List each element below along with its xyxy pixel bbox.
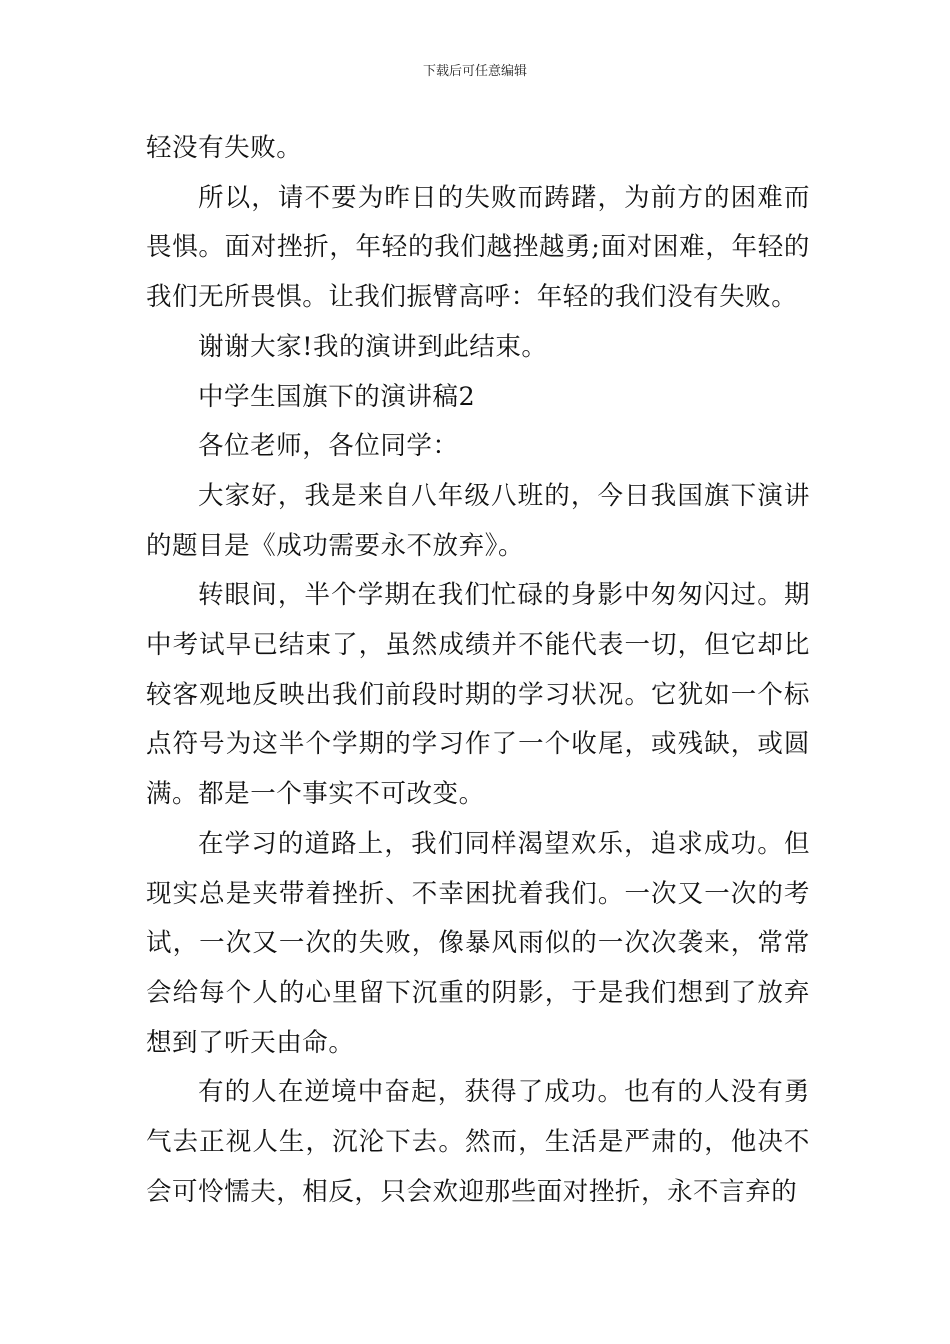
paragraph-thanks: 谢谢大家!我的演讲到此结束。 [198, 331, 548, 362]
paragraph-salutation: 各位老师，各位同学： [198, 431, 459, 462]
speech-title: 中学生国旗下的演讲稿2 [198, 381, 476, 412]
paragraph-continuation: 轻没有失败。 [146, 133, 303, 163]
paragraph-greeting: 大家好，我是来自八年级八班的，今日我国旗下演讲的题目是《成功需要永不放弃》。 [146, 480, 810, 561]
paragraph-adversity: 有的人在逆境中奋起，获得了成功。也有的人没有勇气去正视人生，沉沦下去。然而，生活是严肃的，他决不会可怜懦夫，相反，只会欢迎那些面对挫折，永不言弃的 [146, 1077, 810, 1207]
paragraph-study-road: 在学习的道路上，我们同样渴望欢乐，追求成功。但现实总是夹带着挫折、不幸困扰着我们。一次又一次的考试，一次又一次的失败，像暴风雨似的一次次袭来，常常会给每个人的心里留下沉重的阴影，于是我们想到了放弃想到了听天由命。 [146, 828, 810, 1058]
page-header: 下载后可任意编辑 [422, 64, 527, 79]
document-body [146, 124, 810, 1217]
paragraph-closing-appeal: 所以，请不要为昨日的失败而踌躇，为前方的困难而畏惧。面对挫折，年轻的我们越挫越勇;面对困难，年轻的我们无所畏惧。让我们振臂高呼：年轻的我们没有失败。 [146, 182, 810, 313]
paragraph-semester: 转眼间，半个学期在我们忙碌的身影中匆匆闪过。期中考试早已结束了，虽然成绩并不能代表一切，但它却比较客观地反映出我们前段时期的学习状况。它犹如一个标点符号为这半个学期的学习作了一个收尾，或残缺，或圆满。都是一个事实不可改变。 [146, 580, 810, 810]
